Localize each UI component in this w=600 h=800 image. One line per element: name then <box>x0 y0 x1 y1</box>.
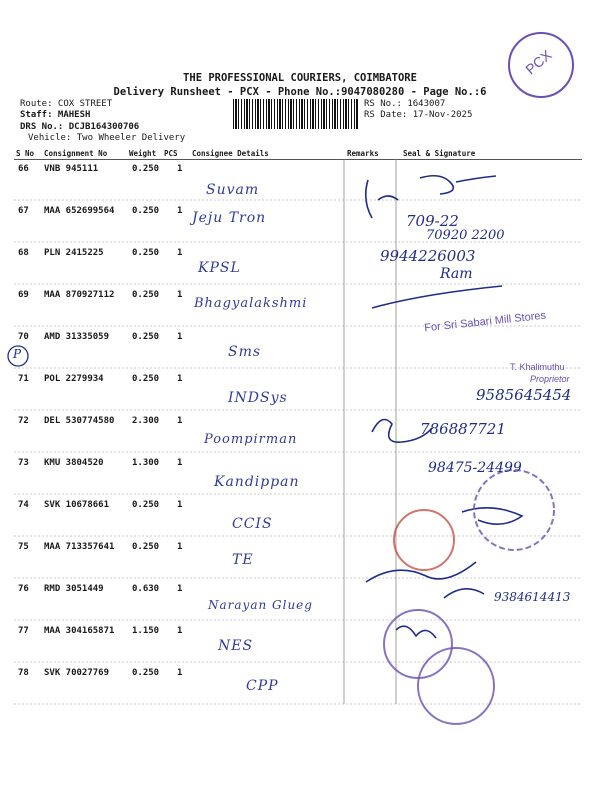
row-consignee-signature: CCIS <box>232 516 273 532</box>
row-pcs: 1 <box>177 290 183 300</box>
row-pcs: 1 <box>177 164 183 174</box>
sabari-stamp-text: For Sri Sabari Mill Stores <box>423 309 547 335</box>
row-sno: 71 <box>18 374 29 384</box>
handwritten-number: 709-22 <box>406 212 459 230</box>
row-consignee-signature: Suvam <box>206 182 260 198</box>
col-sno: S No <box>16 149 35 158</box>
row-sno: 74 <box>18 500 29 510</box>
row-consignment: MAA 652699564 <box>44 206 115 216</box>
handwritten-number: 98475-24499 <box>428 460 522 476</box>
row-sno: 67 <box>18 206 29 216</box>
row-consignee-signature: Jeju Tron <box>192 210 267 226</box>
row-weight: 0.250 <box>132 332 160 342</box>
col-consignee: Consignee Details <box>192 149 269 158</box>
row-weight: 1.150 <box>132 626 160 636</box>
row-consignment: SVK 10678661 <box>44 500 110 510</box>
proprietor-stamp-text: Proprietor <box>530 374 570 384</box>
row-consignment: PLN 2415225 <box>44 248 104 258</box>
rs-date: RS Date: 17-Nov-2025 <box>364 110 473 120</box>
row-pcs: 1 <box>177 458 183 468</box>
col-seal: Seal & Signature <box>403 149 476 158</box>
row-consignee-signature: CPP <box>246 678 279 694</box>
row-consignee-signature: Narayan Glueg <box>208 598 313 612</box>
row-weight: 1.300 <box>132 458 160 468</box>
row-consignment: MAA 713357641 <box>44 542 115 552</box>
row-consignment: MAA 304165871 <box>44 626 115 636</box>
col-remarks: Remarks <box>347 149 379 158</box>
row-weight: 0.250 <box>132 374 160 384</box>
handwritten-number: 9944226003 <box>380 247 476 265</box>
row-sno: 69 <box>18 290 29 300</box>
row-consignee-signature: TE <box>232 552 254 568</box>
row-consignee-signature: NES <box>218 638 254 654</box>
row-sno: 73 <box>18 458 29 468</box>
row-consignment: SVK 70027769 <box>44 668 110 678</box>
row-weight: 0.250 <box>132 668 160 678</box>
row-weight: 0.250 <box>132 206 160 216</box>
row-weight: 0.250 <box>132 290 160 300</box>
row-sno: 77 <box>18 626 29 636</box>
col-weight: Weight <box>129 149 157 158</box>
row-pcs: 1 <box>177 500 183 510</box>
row-sno: 70 <box>18 332 29 342</box>
row-pcs: 1 <box>177 374 183 384</box>
handwritten-number: 70920 2200 <box>426 228 505 243</box>
row-consignee-signature: Poompirman <box>204 432 298 447</box>
row-weight: 0.250 <box>132 248 160 258</box>
handwritten-number: 9384614413 <box>494 590 571 604</box>
document-title: THE PROFESSIONAL COURIERS, COIMBATORE <box>183 72 417 84</box>
drs-label: DRS No.: DCJB164300706 <box>20 122 140 132</box>
col-pcs: PCS <box>164 149 178 158</box>
row-pcs: 1 <box>177 248 183 258</box>
p-mark: P <box>13 347 22 361</box>
row-weight: 0.250 <box>132 500 160 510</box>
vehicle-label: Vehicle: Two Wheeler Delivery <box>28 133 186 143</box>
row-consignment: POL 2279934 <box>44 374 104 384</box>
row-consignment: MAA 870927112 <box>44 290 115 300</box>
row-pcs: 1 <box>177 668 183 678</box>
row-consignment: KMU 3804520 <box>44 458 104 468</box>
row-consignment: DEL 530774580 <box>44 416 115 426</box>
row-sno: 72 <box>18 416 29 426</box>
row-sno: 68 <box>18 248 29 258</box>
khalimuthu-stamp-text: T. Khalimuthu <box>510 362 565 372</box>
row-sno: 78 <box>18 668 29 678</box>
row-weight: 0.630 <box>132 584 160 594</box>
row-sno: 76 <box>18 584 29 594</box>
handwritten-number: Ram <box>440 266 473 282</box>
row-consignee-signature: INDSys <box>228 390 288 406</box>
row-pcs: 1 <box>177 416 183 426</box>
row-consignment: AMD 31335059 <box>44 332 110 342</box>
row-consignee-signature: Sms <box>228 344 262 360</box>
row-sno: 75 <box>18 542 29 552</box>
row-weight: 0.250 <box>132 542 160 552</box>
pcx-stamp-text: PCX <box>522 46 555 78</box>
row-pcs: 1 <box>177 584 183 594</box>
document-subtitle: Delivery Runsheet - PCX - Phone No.:9047080280 - Page No.:6 <box>113 86 487 98</box>
rs-number: RS No.: 1643007 <box>364 99 446 109</box>
col-consignment: Consignment No <box>44 149 108 158</box>
row-consignee-signature: Bhagyalakshmi <box>194 296 308 311</box>
staff-label: Staff: MAHESH <box>20 110 91 120</box>
row-pcs: 1 <box>177 626 183 636</box>
row-weight: 0.250 <box>132 164 160 174</box>
row-consignee-signature: Kandippan <box>214 474 300 490</box>
handwritten-number: 786887721 <box>420 420 506 438</box>
row-pcs: 1 <box>177 332 183 342</box>
handwritten-number: 9585645454 <box>476 386 572 404</box>
route-label: Route: COX STREET <box>20 99 113 109</box>
row-pcs: 1 <box>177 206 183 216</box>
row-weight: 2.300 <box>132 416 160 426</box>
row-consignee-signature: KPSL <box>198 260 241 276</box>
row-pcs: 1 <box>177 542 183 552</box>
row-sno: 66 <box>18 164 29 174</box>
row-consignment: VNB 945111 <box>44 164 99 174</box>
row-consignment: RMD 3051449 <box>44 584 104 594</box>
